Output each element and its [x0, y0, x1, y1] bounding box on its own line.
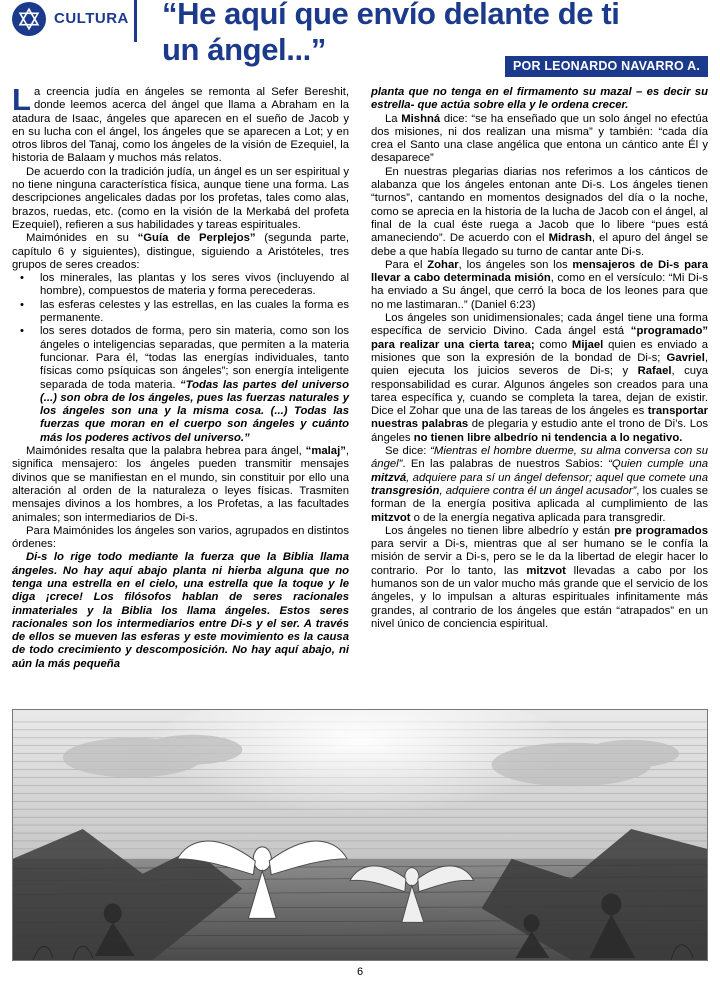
article-body	[12, 82, 709, 671]
text-run: Para el	[385, 258, 428, 271]
page-number: 6	[356, 966, 364, 978]
emphasis-bold: transportar nuestras palabras	[371, 405, 708, 431]
text-run: , cuya responsabilidad es curar. Algunos ángeles son creados para una tarea específica y, cuando se completa la tarea, dejan de existir. Dice el Zohar que una de las tareas de los ángeles es	[371, 365, 708, 418]
emphasis-bold: Rafael	[637, 365, 672, 378]
text-run: . En las palabras de nuestros Sabios:	[402, 458, 609, 471]
text-run: Los ángeles son unidimensionales; cada ángel tiene una forma específica de servicio Divino. Cada ángel está	[371, 312, 708, 338]
emphasis-bold: Midrash	[548, 232, 592, 245]
text-run: Se dice:	[385, 445, 431, 458]
emphasis-bold: mitzvot	[526, 564, 566, 577]
text-run: La	[385, 112, 402, 125]
paragraph-text: De acuerdo con la tradición judía, un ángel es un ser espiritual y no tiene ninguna característica física, aunque tiene una forma. Las descripciones angelicales dadas por los profetas, tales como alas, brazos, ruedas, etc. (como en la visión de la Merkabá del profeta Ezequiel), refieren a sus habilidades y tareas espirituales.	[12, 165, 349, 231]
emphasis-bold-italic: “Todas las partes del universo (...) son obra de los ángeles, pues las fuerzas naturales y los ángeles son una y la misma cosa. (...) Todas las fuerzas que moran en el cuerpo son ángeles y cuánto más los poderes activos del universo.”	[40, 378, 349, 444]
text-run: (segunda parte, capítulo 6 y siguientes), distingue, siguiendo a Aristóteles, tres grupos de seres creados:	[12, 232, 349, 271]
text-run: llevadas a cabo por los humanos son de un valor mucho más grande que el servicio de los ángeles, y lo impulsan a alturas espirituales infinitamente más grandes, al contrario de los ángeles que están “atrapados” en un nivel único de conciencia espiritual.	[371, 564, 708, 630]
headline-line-1: “He aquí que envío delante de ti	[162, 0, 620, 31]
emphasis-bold-italic: estrella- que actúa sobre ella y le ordena crecer.	[371, 99, 629, 112]
emphasis-bold: Mijael	[571, 338, 604, 351]
byline: POR LEONARDO NAVARRO A.	[505, 56, 708, 77]
emphasis-bold: “malaj”	[305, 445, 346, 458]
text-run: los seres dotados de forma, pero sin materia, como son los ángeles o inteligencias separadas, que permiten a la materia funcionar. Para él, “todas las energías individuales, tanto físicas como psíquicas son ángeles”; son energía inteligente separada de toda materia.	[40, 325, 349, 391]
paragraph	[371, 166, 708, 259]
text-run: , los cuales se forman de la energía positiva aplicada al cumplimiento de las	[371, 484, 708, 511]
emphasis-italic: , adquiere para sí un ángel defensor; aquel que comete una	[406, 471, 708, 484]
paragraph	[12, 551, 349, 671]
emphasis-bold: mitzvot	[371, 511, 411, 524]
left-column	[12, 82, 349, 671]
bullet-paragraph	[12, 325, 349, 445]
text-run: En nuestras plegarias diarias nos referimos a los cánticos de alabanza que los ángeles entonan ante Di-s. Los ángeles tienen “turnos”, cantando en momentos designados del día o la noche, como se aprecia en la historia de la lucha de Jacob con el ángel, al final de la cual éste ruega a Jacob que lo libere “pues está amaneciendo”. De acuerdo con el	[371, 165, 708, 245]
emphasis-bold: “programado” para realizar una cierta tarea;	[371, 325, 708, 351]
text-run: , el apuro del ángel se debe a que había llegado su turno de cantar ante Di-s.	[371, 232, 708, 258]
bullet-paragraph	[12, 299, 349, 326]
text-run: , quien ejecuta los juicios severos de Di-s; y	[371, 351, 708, 378]
text-run: , como en el versículo: “Mi Di-s ha enviado a Su ángel, que cerró la boca de los leones para que no me lastimaran..” (Daniel 6:23)	[371, 272, 708, 311]
text-run: Maimónides en su	[26, 232, 138, 245]
paragraph	[371, 445, 708, 525]
text-run: , significa mensajero: los ángeles pueden transmitir mensajes divinos que se manifiestan en el mundo, sin constituir por ello una alteración al orden de la naturaleza o leyes físicas. Trasmiten mensajes divinos a los hombres, a los Profetas, a las facultades animales; son intermediarios de Di-s.	[12, 445, 349, 524]
headline-line-2: un ángel...”	[162, 32, 326, 68]
emphasis-bold: Mishná	[401, 112, 441, 125]
paragraph-text: los minerales, las plantas y los seres vivos (incluyendo al hombre), compuestos de materia y forma perecederas.	[40, 272, 349, 298]
paragraph	[12, 82, 349, 166]
emphasis-bold: pre programados	[614, 524, 708, 537]
text-run: dice: “se ha enseñado que un solo ángel no efectúa dos misiones, ni dos realizan una misma” y también: “cada día crea el Santo una clase angélica que entona un cántico ante Él y desaparece”	[371, 112, 708, 165]
engraving-angels-illustration	[12, 709, 708, 961]
emphasis-bold: mensajeros de Di-s para llevar a cabo determinada misión	[371, 258, 708, 285]
star-of-david-icon	[12, 2, 46, 36]
paragraph	[371, 525, 708, 631]
header-divider	[134, 0, 137, 42]
emphasis-bold: Zohar	[427, 258, 459, 271]
right-column	[371, 86, 708, 671]
emphasis-italic: “Mientras el hombre duerme, su alma conversa con su ángel”	[371, 445, 708, 471]
paragraph-text: a creencia judía en ángeles se remonta al Sefer Bereshit, donde leemos acerca del ángel que llama a Abraham en la atadura de Isaac, ángeles que aparecen en el sueño de Jacob y en su lucha con el ángel, los ángeles que se aparecen a Lot; y en otros libros del Tanaj, como los ángeles de la visión de Ezequiel, la historia de Balaam y muchos más relatos.	[12, 86, 349, 165]
drop-cap: L	[12, 82, 31, 117]
text-run: o de la energía negativa aplicada para transgredir.	[410, 511, 666, 524]
section-label: CULTURA	[54, 10, 129, 27]
text-run: Los ángeles no tienen libre albedrío y están	[385, 524, 615, 537]
emphasis-bold: “Guía de Perplejos”	[137, 232, 256, 245]
paragraph-text: Di-s lo rige todo mediante la fuerza que la Biblia llama ángeles. No hay aquí abajo planta ni hierba alguna que no tenga una estrella en el cielo, una estrella que la toque y le diga ¡crece! Los filósofos hablan de seres racionales inmateriales y la Biblia los llama ángeles. Estos seres racionales son los intermediarios entre Di-s y el ser. A través de ellos se mueven las esferas y este movimiento es la causa de todo crecimiento y descomposición. No hay aquí abajo, ni aún la más pequeña	[12, 551, 349, 670]
text-run: de plegaria y estudio ante el trono de Di’s. Los ángeles	[371, 418, 708, 444]
emphasis-bold-italic: planta que no tenga en el firmamento su mazal – es decir su	[371, 86, 708, 98]
masthead	[12, 0, 708, 73]
paragraph	[371, 312, 708, 445]
emphasis-italic: “Quien cumple una	[608, 458, 709, 471]
paragraph	[12, 232, 349, 272]
paragraph	[371, 113, 708, 166]
text-run: , los ángeles son los	[458, 258, 573, 271]
emphasis-italic: , adquiere contra él un ángel acusador”	[439, 484, 637, 497]
emphasis-bold-italic: mitzvá	[371, 471, 407, 484]
text-run: para servir a Di-s, mientras que al ser humano se le confía la misión de servir a Di-s, pero se le da la libertad de elegir hacer lo contrario. Por lo tanto, las	[371, 538, 708, 577]
paragraph	[371, 86, 708, 113]
text-run: quien es enviado a misiones que son la expresión de la bondad de Di-s;	[371, 338, 708, 364]
paragraph	[12, 166, 349, 232]
emphasis-bold: no tienen libre albedrío ni tendencia a lo negativo.	[413, 431, 683, 444]
paragraph	[12, 445, 349, 525]
bullet-paragraph	[12, 272, 349, 299]
paragraph-text: las esferas celestes y las estrellas, en las cuales la forma es permanente.	[40, 298, 349, 325]
paragraph	[12, 525, 349, 552]
paragraph	[371, 259, 708, 312]
emphasis-bold: Gavriel	[666, 351, 705, 364]
paragraph-text: Para Maimónides los ángeles son varios, agrupados en distintos órdenes:	[12, 524, 349, 551]
emphasis-bold-italic: transgresión	[371, 484, 440, 497]
text-run: Maimónides resalta que la palabra hebrea para ángel,	[26, 445, 306, 458]
text-run: como	[534, 338, 572, 351]
